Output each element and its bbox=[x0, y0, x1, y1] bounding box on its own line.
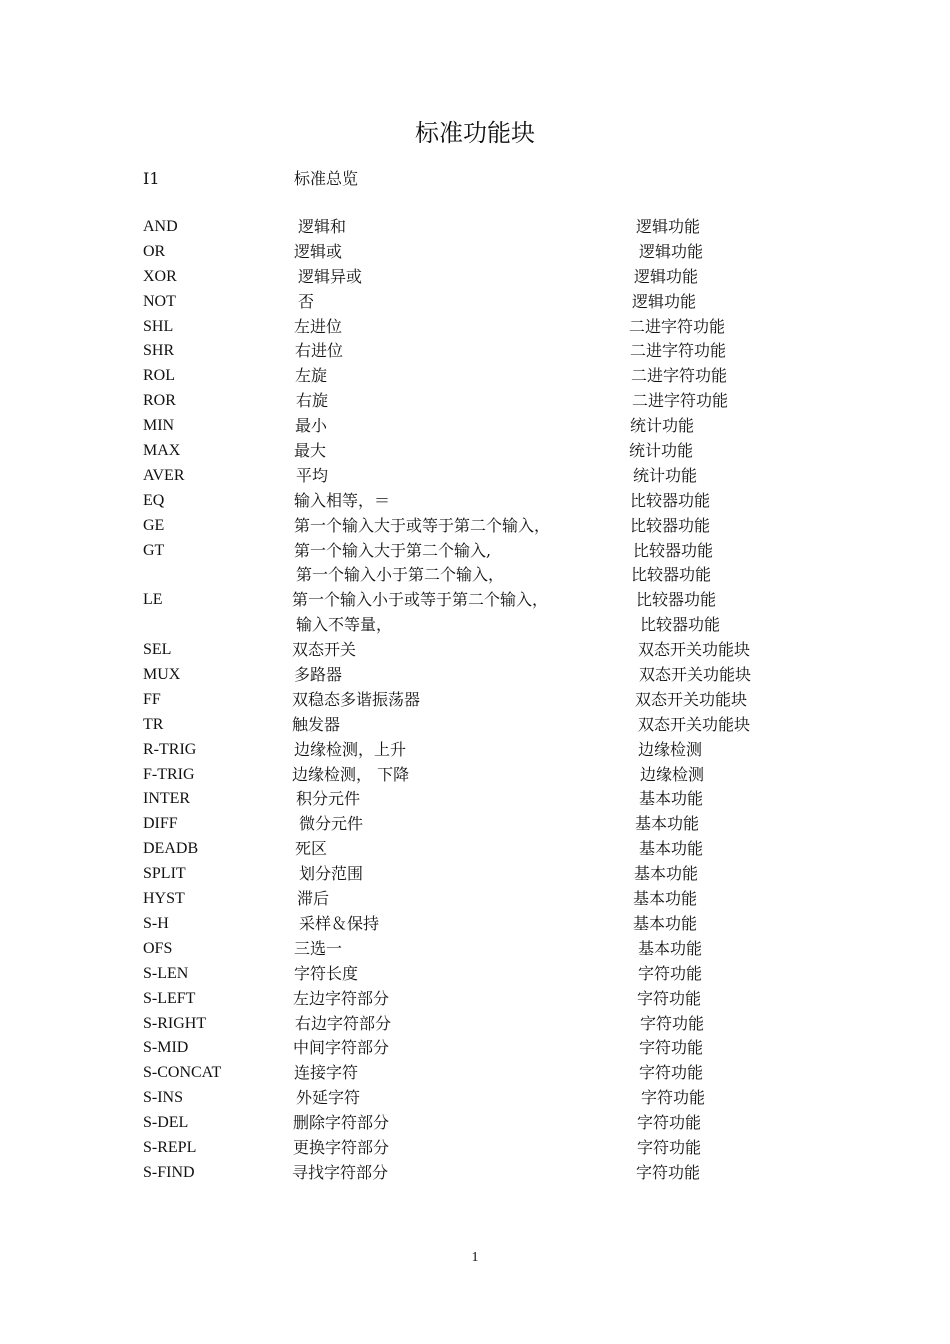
function-category: 字符功能 bbox=[637, 988, 702, 1008]
table-row bbox=[0, 563, 950, 588]
function-description: 逻辑或 bbox=[294, 241, 343, 261]
table-row bbox=[0, 862, 950, 887]
table-row bbox=[0, 315, 950, 340]
function-description: 边缘检测，上升 bbox=[294, 739, 407, 759]
function-code: ROL bbox=[143, 367, 175, 385]
function-category: 字符功能 bbox=[636, 1162, 701, 1182]
function-code: SHR bbox=[143, 342, 175, 360]
function-category: 基本功能 bbox=[633, 913, 698, 933]
table-row bbox=[0, 414, 950, 439]
function-description: 输入相等，＝ bbox=[294, 490, 391, 510]
function-description: 三选一 bbox=[294, 938, 343, 958]
function-code: LE bbox=[143, 591, 163, 609]
function-code: OFS bbox=[143, 939, 173, 957]
table-row bbox=[0, 439, 950, 464]
function-category: 二进字符功能 bbox=[631, 366, 728, 386]
function-code: S-LEFT bbox=[143, 989, 196, 1007]
function-description: 多路器 bbox=[294, 665, 343, 685]
function-code: S-MID bbox=[143, 1039, 189, 1057]
function-code: S-REPL bbox=[143, 1138, 197, 1156]
table-row bbox=[0, 1161, 950, 1186]
function-category: 字符功能 bbox=[637, 1137, 702, 1157]
function-description: 触发器 bbox=[292, 714, 341, 734]
function-category: 逻辑功能 bbox=[639, 241, 704, 261]
table-row bbox=[0, 738, 950, 763]
page-title: 标准功能块 bbox=[415, 119, 535, 147]
function-category: 双态开关功能块 bbox=[638, 640, 751, 660]
function-category: 字符功能 bbox=[640, 1013, 705, 1033]
function-category: 比较器功能 bbox=[630, 490, 711, 510]
table-row bbox=[0, 962, 950, 987]
function-code: S-FIND bbox=[143, 1163, 195, 1181]
function-category: 字符功能 bbox=[637, 1113, 702, 1133]
function-description: 字符长度 bbox=[294, 963, 359, 983]
function-category: 比较器功能 bbox=[633, 540, 714, 560]
function-code: S-RIGHT bbox=[143, 1014, 207, 1032]
function-description: 否 bbox=[298, 291, 315, 311]
function-category: 比较器功能 bbox=[636, 590, 717, 610]
page-number: 1 bbox=[471, 1250, 479, 1265]
function-code: FF bbox=[143, 690, 161, 708]
function-category: 比较器功能 bbox=[630, 515, 711, 535]
function-description: 逻辑和 bbox=[298, 217, 347, 236]
table-row bbox=[0, 812, 950, 837]
function-code: XOR bbox=[143, 267, 177, 285]
function-code: S-LEN bbox=[143, 964, 189, 982]
table-row bbox=[0, 763, 950, 788]
section-label: 标准总览 bbox=[294, 169, 359, 188]
function-code: MUX bbox=[143, 666, 181, 684]
function-code: HYST bbox=[143, 890, 185, 908]
function-category: 统计功能 bbox=[630, 416, 695, 436]
function-description: 微分元件 bbox=[299, 814, 364, 834]
table-row bbox=[0, 787, 950, 812]
function-category: 基本功能 bbox=[639, 839, 704, 859]
table-row bbox=[0, 364, 950, 389]
function-category: 基本功能 bbox=[633, 889, 698, 909]
table-row bbox=[0, 489, 950, 514]
function-block-table bbox=[0, 215, 950, 1186]
function-code: GE bbox=[143, 516, 165, 534]
table-row bbox=[0, 539, 950, 564]
function-description: 右进位 bbox=[295, 341, 344, 361]
function-category: 比较器功能 bbox=[631, 565, 712, 585]
function-category: 比较器功能 bbox=[640, 615, 721, 635]
table-row bbox=[0, 837, 950, 862]
function-code: SEL bbox=[143, 641, 172, 659]
function-category: 逻辑功能 bbox=[632, 291, 697, 311]
function-description: 左旋 bbox=[295, 366, 328, 386]
function-category: 双态开关功能块 bbox=[638, 714, 751, 734]
table-row bbox=[0, 588, 950, 613]
function-description: 第一个输入大于或等于第二个输入， bbox=[294, 515, 551, 535]
function-description: 中间字符部分 bbox=[293, 1038, 390, 1058]
function-code: MAX bbox=[143, 442, 181, 460]
function-description: 划分范围 bbox=[299, 864, 364, 884]
function-category: 二进字符功能 bbox=[629, 316, 726, 336]
function-code: TR bbox=[143, 715, 164, 733]
function-description: 双稳态多谐振荡器 bbox=[292, 689, 421, 709]
table-row bbox=[0, 339, 950, 364]
function-code: SPLIT bbox=[143, 865, 186, 883]
function-category: 字符功能 bbox=[641, 1088, 706, 1108]
function-category: 统计功能 bbox=[629, 441, 694, 461]
table-row bbox=[0, 1061, 950, 1086]
table-row bbox=[0, 1086, 950, 1111]
function-description: 逻辑异或 bbox=[298, 266, 363, 286]
function-code: OR bbox=[143, 242, 166, 260]
function-description: 输入不等量， bbox=[296, 615, 393, 635]
function-description: 采样＆保持 bbox=[299, 913, 380, 933]
function-category: 基本功能 bbox=[638, 938, 703, 958]
function-category: 字符功能 bbox=[639, 1038, 704, 1058]
function-description: 死区 bbox=[295, 839, 328, 859]
table-row bbox=[0, 912, 950, 937]
function-description: 左边字符部分 bbox=[293, 988, 390, 1008]
function-category: 边缘检测 bbox=[638, 739, 703, 759]
section-code: I1 bbox=[143, 169, 160, 188]
table-row bbox=[0, 638, 950, 663]
function-code: F-TRIG bbox=[143, 765, 195, 783]
function-code: AND bbox=[143, 218, 178, 235]
function-description: 最大 bbox=[294, 441, 327, 461]
table-row bbox=[0, 663, 950, 688]
function-category: 边缘检测 bbox=[640, 764, 705, 784]
function-description: 平均 bbox=[296, 465, 329, 485]
function-code: NOT bbox=[143, 292, 176, 310]
table-row bbox=[0, 290, 950, 315]
table-row bbox=[0, 1111, 950, 1136]
table-row bbox=[0, 215, 950, 240]
function-description: 滞后 bbox=[297, 889, 330, 909]
function-code: S-CONCAT bbox=[143, 1064, 222, 1082]
table-row bbox=[0, 713, 950, 738]
function-code: ROR bbox=[143, 392, 176, 410]
table-row bbox=[0, 1136, 950, 1161]
function-description: 更换字符部分 bbox=[293, 1137, 390, 1157]
function-category: 二进字符功能 bbox=[630, 341, 727, 361]
function-category: 基本功能 bbox=[634, 864, 699, 884]
table-row bbox=[0, 987, 950, 1012]
function-category: 二进字符功能 bbox=[632, 391, 729, 411]
function-category: 基本功能 bbox=[635, 814, 700, 834]
function-description: 外延字符 bbox=[296, 1088, 361, 1108]
table-row bbox=[0, 688, 950, 713]
function-description: 连接字符 bbox=[294, 1063, 359, 1083]
function-category: 统计功能 bbox=[633, 465, 698, 485]
table-row bbox=[0, 240, 950, 265]
table-row bbox=[0, 1036, 950, 1061]
function-code: S-DEL bbox=[143, 1114, 189, 1132]
function-code: S-INS bbox=[143, 1089, 184, 1107]
function-category: 基本功能 bbox=[639, 789, 704, 809]
function-code: SHL bbox=[143, 317, 174, 335]
table-row bbox=[0, 613, 950, 638]
function-code: S-H bbox=[143, 914, 169, 932]
function-category: 字符功能 bbox=[638, 963, 703, 983]
table-row bbox=[0, 937, 950, 962]
table-row bbox=[0, 514, 950, 539]
function-code: AVER bbox=[143, 466, 185, 484]
table-row bbox=[0, 887, 950, 912]
function-code: INTER bbox=[143, 790, 191, 808]
function-description: 第一个输入小于或等于第二个输入， bbox=[292, 590, 549, 610]
function-description: 寻找字符部分 bbox=[292, 1162, 389, 1182]
function-description: 双态开关 bbox=[292, 640, 357, 660]
function-category: 双态开关功能块 bbox=[639, 665, 752, 685]
function-code: R-TRIG bbox=[143, 740, 197, 758]
function-category: 逻辑功能 bbox=[636, 217, 701, 236]
function-description: 右旋 bbox=[296, 391, 329, 411]
function-description: 积分元件 bbox=[296, 789, 361, 809]
table-row bbox=[0, 464, 950, 489]
function-code: MIN bbox=[143, 417, 175, 435]
function-description: 第一个输入大于第二个输入, bbox=[294, 540, 492, 560]
table-row bbox=[0, 389, 950, 414]
function-code: GT bbox=[143, 541, 165, 559]
function-category: 逻辑功能 bbox=[634, 266, 699, 286]
function-description: 删除字符部分 bbox=[293, 1113, 390, 1133]
function-description: 最小 bbox=[295, 416, 328, 436]
function-description: 右边字符部分 bbox=[295, 1013, 392, 1033]
function-description: 第一个输入小于第二个输入， bbox=[296, 565, 505, 585]
function-description: 左进位 bbox=[294, 316, 343, 336]
function-code: DIFF bbox=[143, 815, 178, 833]
function-code: DEADB bbox=[143, 840, 199, 858]
table-row bbox=[0, 265, 950, 290]
function-code: EQ bbox=[143, 491, 165, 509]
table-row bbox=[0, 1012, 950, 1037]
function-category: 字符功能 bbox=[639, 1063, 704, 1083]
function-category: 双态开关功能块 bbox=[635, 689, 748, 709]
function-description: 边缘检测， 下降 bbox=[292, 764, 410, 784]
